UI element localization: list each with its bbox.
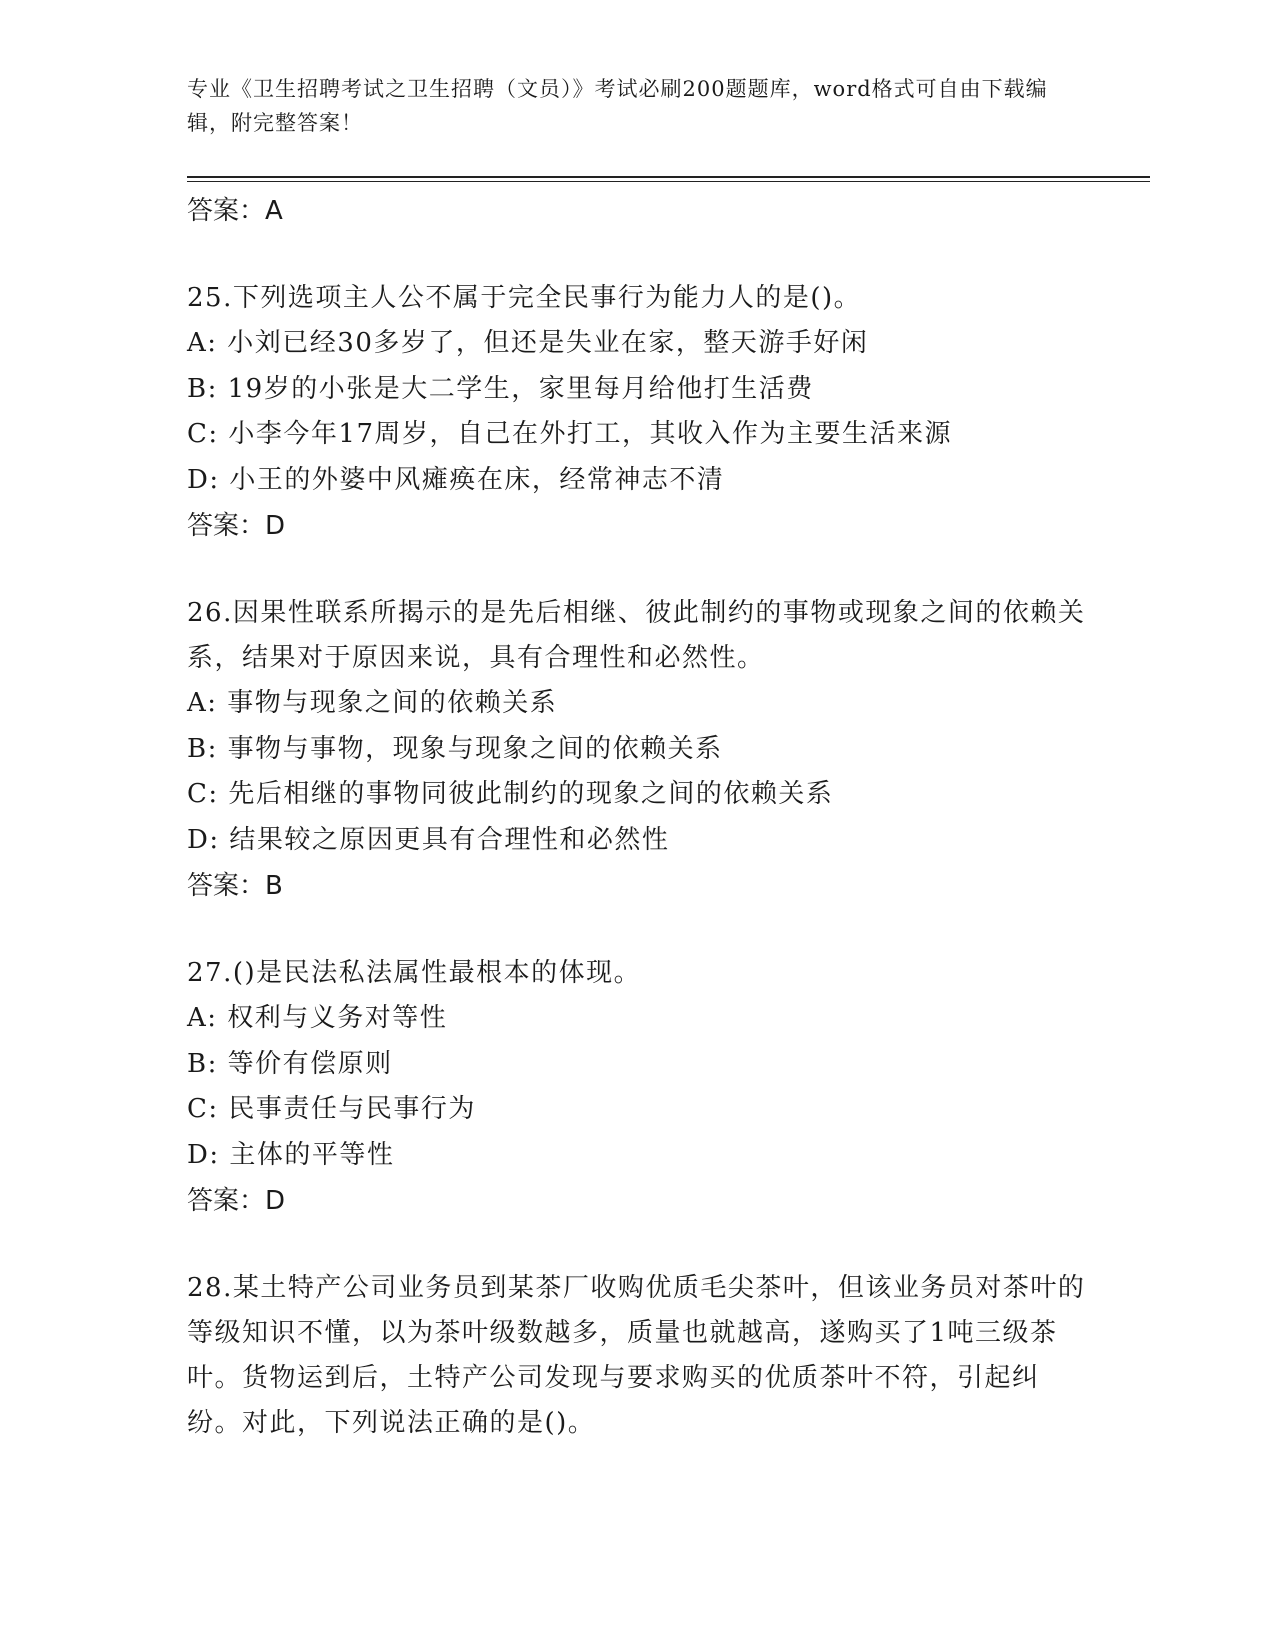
question-item <box>187 276 1087 549</box>
question-text: 25.下列选项主人公不属于完全民事行为能力人的是()。 <box>187 283 862 313</box>
question-text: 26.因果性联系所揭示的是先后相继、彼此制约的事物或现象之间的依赖关系，结果对于原因来说，具有合理性和必然性。 <box>187 598 1086 673</box>
option-a: A: 小刘已经30多岁了，但还是失业在家，整天游手好闲 <box>187 328 869 358</box>
option-d: D: 小王的外婆中风瘫痪在床，经常神志不清 <box>187 464 725 495</box>
option-d: D: 主体的平等性 <box>187 1139 395 1170</box>
question-item <box>187 1266 1087 1446</box>
answer-line: 答案：A <box>187 196 283 226</box>
option-b: B: 事物与事物，现象与现象之间的依赖关系 <box>187 733 723 764</box>
option-c: C: 先后相继的事物同彼此制约的现象之间的依赖关系 <box>187 779 834 809</box>
option-c: C: 民事责任与民事行为 <box>187 1094 476 1124</box>
option-c: C: 小李今年17周岁，自己在外打工，其收入作为主要生活来源 <box>187 419 953 449</box>
document-header <box>187 72 1067 140</box>
question-list <box>187 188 1087 1446</box>
answer-line: 答案：D <box>187 1186 286 1216</box>
option-b: B: 19岁的小张是大二学生，家里每月给他打生活费 <box>187 373 814 404</box>
question-item <box>187 591 1087 909</box>
header-intro: 专业《卫生招聘考试之卫生招聘（文员）》考试必刷200题题库，word格式可自由下载编辑，附完整答案！ <box>187 77 1048 135</box>
header-divider-thin <box>187 181 1150 182</box>
option-a: A: 事物与现象之间的依赖关系 <box>187 688 558 718</box>
question-text: 27.()是民法私法属性最根本的体现。 <box>187 958 642 988</box>
option-b: B: 等价有偿原则 <box>187 1048 393 1079</box>
answer-line: 答案：B <box>187 871 283 901</box>
answer-line: 答案：D <box>187 511 286 541</box>
option-d: D: 结果较之原因更具有合理性和必然性 <box>187 824 670 855</box>
header-divider-thick <box>187 176 1150 178</box>
option-a: A: 权利与义务对等性 <box>187 1003 448 1033</box>
question-text: 28.某土特产公司业务员到某茶厂收购优质毛尖茶叶，但该业务员对茶叶的等级知识不懂，以为茶叶级数越多，质量也就越高，遂购买了1吨三级茶叶。货物运到后，土特产公司发现与要求购买的优质茶叶不符，引起纠纷。对此，下列说法正确的是()。 <box>187 1273 1086 1438</box>
question-item <box>187 951 1087 1224</box>
